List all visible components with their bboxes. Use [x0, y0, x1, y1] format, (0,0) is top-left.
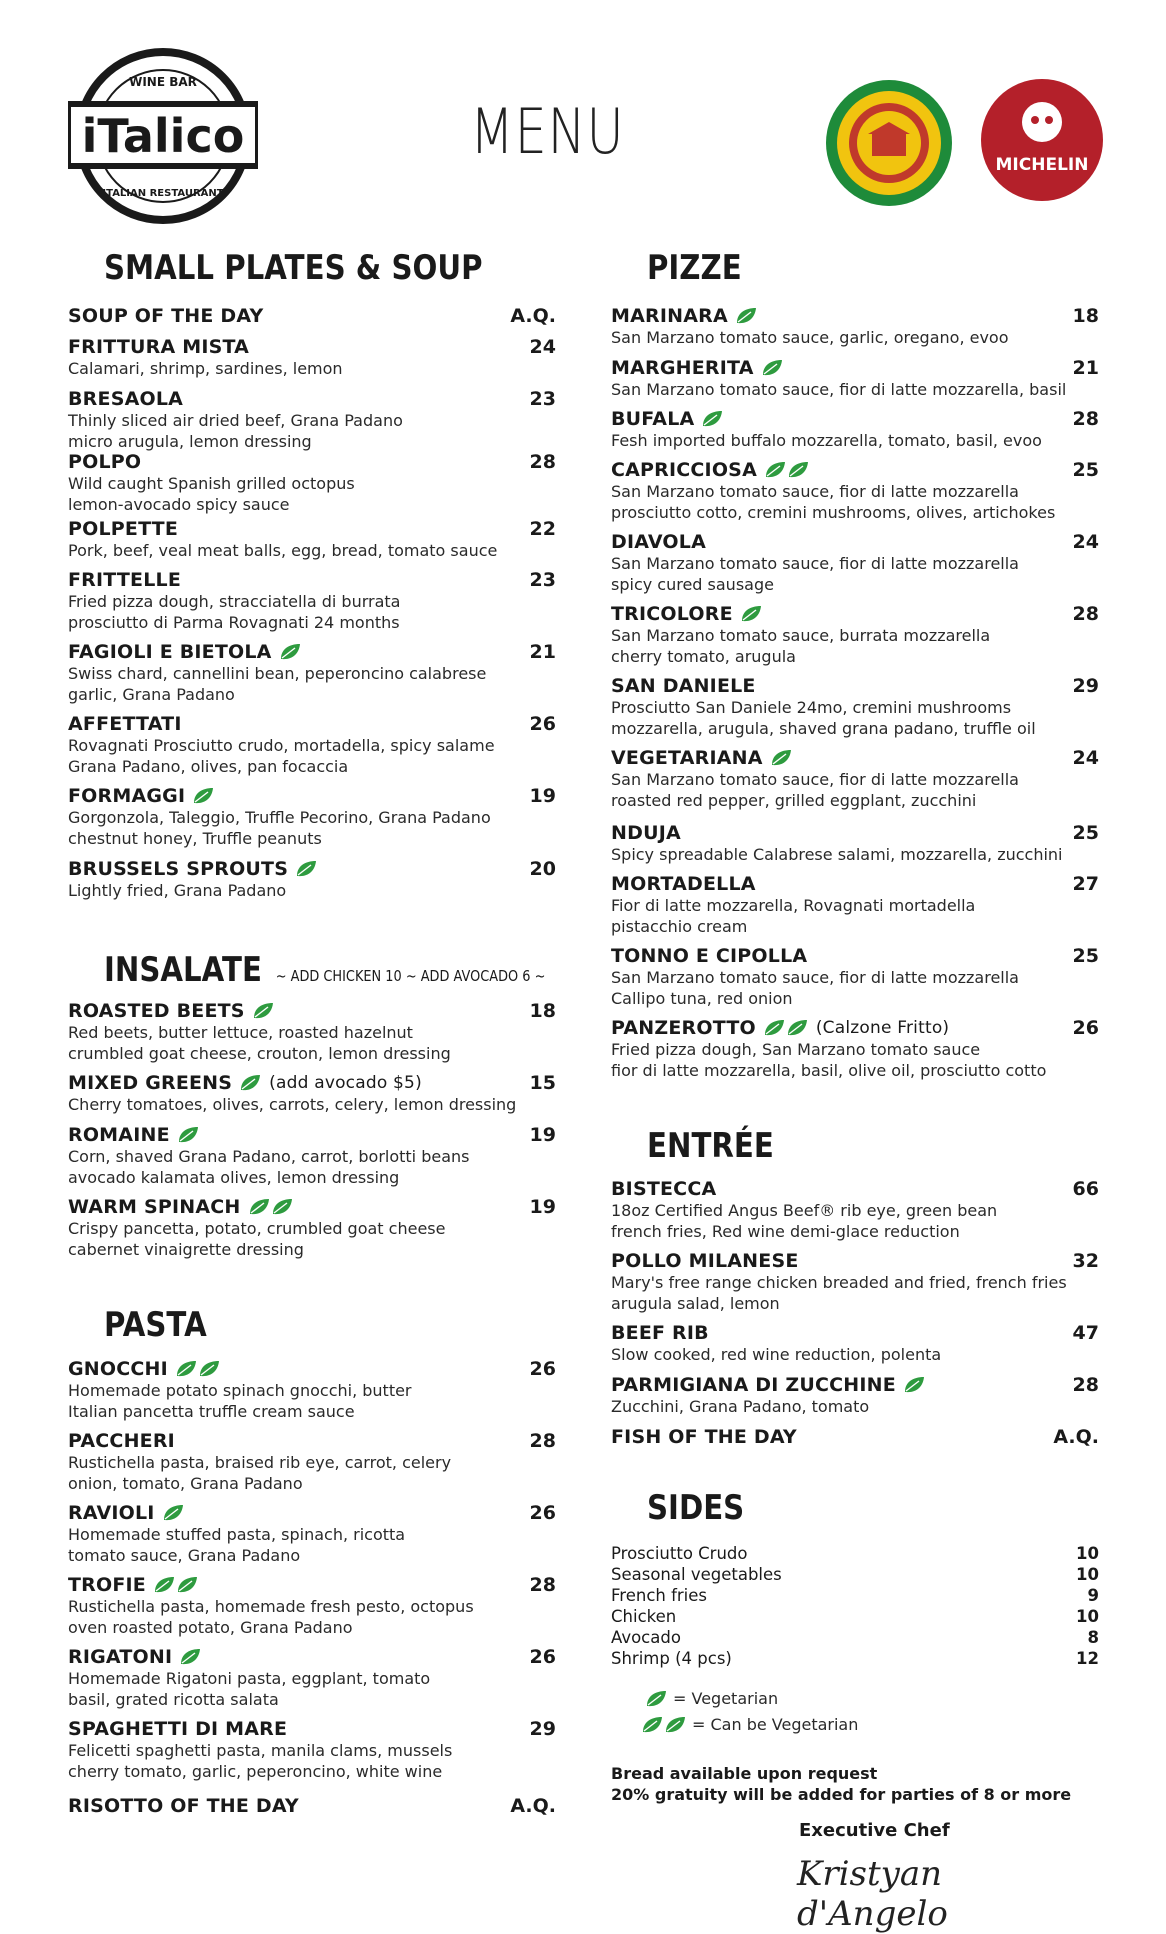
menu-item [68, 1072, 556, 1115]
vegetarian-leaf-icon [740, 605, 762, 623]
menu-item-price: 28 [529, 451, 556, 473]
menu-item-name: MARINARA [611, 305, 757, 327]
menu-item [68, 1718, 556, 1782]
vegetarian-leaf-icon [239, 1074, 261, 1092]
menu-item-price: 28 [529, 1574, 556, 1596]
vegetarian-leaf-icon [735, 307, 757, 325]
menu-item-price: 26 [529, 1358, 556, 1380]
menu-item-name: ROMAINE [68, 1124, 199, 1146]
side-item-name: Shrimp (4 pcs) [611, 1649, 732, 1668]
vegetarian-leaf-icon [271, 1198, 293, 1216]
menu-item-note: (Calzone Fritto) [815, 1018, 950, 1038]
gratuity-note: 20% gratuity will be added for parties of 8 or more [611, 1785, 1072, 1804]
italico-logo [68, 48, 258, 224]
menu-item-name: SPAGHETTI DI MARE [68, 1718, 288, 1740]
menu-item-description: Homemade Rigatoni pasta, eggplant, tomato [68, 1669, 431, 1688]
menu-item [68, 1574, 556, 1638]
menu-item-description: Rustichella pasta, braised rib eye, carrot, celery [68, 1453, 452, 1472]
menu-item [611, 357, 1099, 400]
menu-item [68, 1502, 556, 1566]
menu-item-note: (add avocado $5) [269, 1073, 422, 1093]
menu-item-name: VEGETARIANA [611, 747, 792, 769]
vegetarian-leaf-icon [162, 1504, 184, 1522]
menu-item-price: 23 [529, 569, 556, 591]
menu-item-name: GNOCCHI [68, 1358, 220, 1380]
menu-item-description: chestnut honey, Truffle peanuts [68, 829, 322, 848]
vegetarian-leaf-icon [153, 1576, 175, 1594]
menu-item-description: Fried pizza dough, stracciatella di burrata [68, 592, 401, 611]
vegetarian-leaf-icon [903, 1376, 925, 1394]
menu-item-description: prosciutto cotto, cremini mushrooms, olives, artichokes [611, 503, 1056, 522]
menu-item-price: A.Q. [1053, 1426, 1099, 1448]
menu-item-description: arugula salad, lemon [611, 1294, 780, 1313]
menu-item [611, 1017, 1099, 1081]
menu-item-description: Lightly fried, Grana Padano [68, 881, 287, 900]
accademia-badge [824, 78, 954, 208]
menu-item-name: MIXED GREENS (add avocado $5) [68, 1072, 422, 1094]
menu-item [68, 785, 556, 849]
vegetarian-leaf-icon [295, 860, 317, 878]
menu-item-name: DIAVOLA [611, 531, 706, 553]
menu-item-description: Cherry tomatoes, olives, carrots, celery, lemon dressing [68, 1095, 517, 1114]
menu-item-description: San Marzano tomato sauce, fior di latte mozzarella [611, 482, 1019, 501]
menu-item [68, 305, 556, 327]
menu-item-description: San Marzano tomato sauce, fior di latte mozzarella, basil [611, 380, 1067, 399]
side-item [611, 1585, 1099, 1606]
svg-text:iTalico: iTalico [81, 109, 245, 163]
menu-item-price: A.Q. [510, 1795, 556, 1817]
menu-item-description: Mary's free range chicken breaded and fried, french fries [611, 1273, 1067, 1292]
menu-item-description: Grana Padano, olives, pan focaccia [68, 757, 349, 776]
side-item-price: 8 [1087, 1628, 1099, 1647]
menu-item-description: Rustichella pasta, homemade fresh pesto, octopus [68, 1597, 474, 1616]
menu-item-description: Corn, shaved Grana Padano, carrot, borlotti beans [68, 1147, 470, 1166]
menu-item-name: TROFIE [68, 1574, 198, 1596]
menu-item-description: Homemade stuffed pasta, spinach, ricotta [68, 1525, 406, 1544]
menu-item-description: Homemade potato spinach gnocchi, butter [68, 1381, 412, 1400]
menu-item-description: roasted red pepper, grilled eggplant, zucchini [611, 791, 977, 810]
side-item-name: Avocado [611, 1628, 681, 1647]
vegetarian-leaf-icon [786, 1019, 808, 1037]
side-item [611, 1627, 1099, 1648]
side-item-price: 12 [1076, 1649, 1099, 1668]
menu-item-price: 19 [529, 1196, 556, 1218]
menu-item-description: Callipo tuna, red onion [611, 989, 793, 1008]
menu-item-description: 18oz Certified Angus Beef® rib eye, green bean [611, 1201, 998, 1220]
menu-item-price: 26 [529, 1502, 556, 1524]
menu-item [611, 459, 1099, 523]
bread-note: Bread available upon request [611, 1764, 878, 1783]
menu-item [68, 518, 556, 561]
menu-item-description: micro arugula, lemon dressing [68, 432, 312, 451]
menu-item-description: Slow cooked, red wine reduction, polenta [611, 1345, 942, 1364]
menu-item-description: oven roasted potato, Grana Padano [68, 1618, 353, 1637]
side-item [611, 1606, 1099, 1627]
menu-item-name: FRITTELLE [68, 569, 182, 591]
menu-item [611, 822, 1099, 865]
menu-item [611, 873, 1099, 937]
menu-item-name: FAGIOLI E BIETOLA [68, 641, 301, 663]
menu-item-name: RIGATONI [68, 1646, 201, 1668]
menu-item-description: Wild caught Spanish grilled octopus [68, 474, 355, 493]
side-item-name: Seasonal vegetables [611, 1565, 782, 1584]
side-item-name: Chicken [611, 1607, 677, 1626]
menu-item-name: FORMAGGI [68, 785, 214, 807]
sides-heading: SIDES [647, 1488, 745, 1528]
menu-item-name: BUFALA [611, 408, 723, 430]
menu-item-description: Fried pizza dough, San Marzano tomato sauce [611, 1040, 981, 1059]
side-item-price: 9 [1087, 1586, 1099, 1605]
side-item-name: French fries [611, 1586, 708, 1605]
svg-text:MICHELIN: MICHELIN [995, 155, 1089, 175]
menu-item-description: french fries, Red wine demi-glace reduction [611, 1222, 960, 1241]
menu-item [68, 641, 556, 705]
menu-item [68, 569, 556, 633]
menu-item-name: BEEF RIB [611, 1322, 709, 1344]
menu-item-description: garlic, Grana Padano [68, 685, 235, 704]
menu-item-name: CAPRICCIOSA [611, 459, 809, 481]
menu-item [68, 336, 556, 379]
insalate-addons: ~ ADD CHICKEN 10 ~ ADD AVOCADO 6 ~ [275, 967, 546, 985]
menu-item-price: 21 [529, 641, 556, 663]
menu-item [611, 531, 1099, 595]
michelin-badge [980, 78, 1104, 202]
menu-item-name: BRESAOLA [68, 388, 184, 410]
vegetarian-leaf-icon [664, 1716, 686, 1734]
menu-item-description: cherry tomato, arugula [611, 647, 796, 666]
sides-list [611, 1543, 1099, 1669]
menu-item-description: Thinly sliced air dried beef, Grana Padano [68, 411, 403, 430]
menu-item-description: San Marzano tomato sauce, burrata mozzarella [611, 626, 991, 645]
pasta-heading: PASTA [104, 1305, 207, 1345]
menu-item-price: 20 [529, 858, 556, 880]
side-item-price: 10 [1076, 1565, 1099, 1584]
side-item [611, 1564, 1099, 1585]
menu-item [611, 1322, 1099, 1365]
menu-item-price: 29 [529, 1718, 556, 1740]
menu-item-name: POLLO MILANESE [611, 1250, 799, 1272]
menu-item-description: fior di latte mozzarella, basil, olive oil, prosciutto cotto [611, 1061, 1047, 1080]
vegetarian-leaf-icon [761, 359, 783, 377]
menu-item [68, 1000, 556, 1064]
menu-item-description: Calamari, shrimp, sardines, lemon [68, 359, 343, 378]
menu-item-price: 24 [529, 336, 556, 358]
menu-item-price: 47 [1072, 1322, 1099, 1344]
menu-item-name: FISH OF THE DAY [611, 1426, 797, 1448]
menu-item-description: Fesh imported buffalo mozzarella, tomato, basil, evoo [611, 431, 1042, 450]
menu-item [68, 1196, 556, 1260]
menu-item [68, 713, 556, 777]
menu-item-description: Fior di latte mozzarella, Rovagnati mortadella [611, 896, 976, 915]
menu-item-name: AFFETTATI [68, 713, 182, 735]
menu-item-price: 29 [1072, 675, 1099, 697]
svg-text:ITALIAN RESTAURANT: ITALIAN RESTAURANT [102, 188, 224, 199]
menu-item-description: pistacchio cream [611, 917, 748, 936]
menu-item-name: PACCHERI [68, 1430, 175, 1452]
menu-item [68, 1358, 556, 1422]
vegetarian-leaf-icon [770, 749, 792, 767]
side-item-name: Prosciutto Crudo [611, 1544, 748, 1563]
side-item-price: 10 [1076, 1607, 1099, 1626]
menu-item-description: San Marzano tomato sauce, garlic, oregano, evoo [611, 328, 1009, 347]
menu-item-price: 25 [1072, 822, 1099, 844]
menu-item [611, 945, 1099, 1009]
menu-item [611, 747, 1099, 811]
menu-item [611, 1178, 1099, 1242]
menu-item-description: mozzarella, arugula, shaved grana padano, truffle oil [611, 719, 1036, 738]
menu-item-description: Zucchini, Grana Padano, tomato [611, 1397, 870, 1416]
menu-item-name: TRICOLORE [611, 603, 762, 625]
menu-item-name: BISTECCA [611, 1178, 717, 1200]
menu-item-description: Rovagnati Prosciutto crudo, mortadella, spicy salame [68, 736, 495, 755]
vegetarian-leaf-icon [177, 1126, 199, 1144]
vegetarian-leaf-icon [192, 787, 214, 805]
menu-item-description: Italian pancetta truffle cream sauce [68, 1402, 355, 1421]
menu-item [68, 388, 556, 452]
vegetarian-leaf-icon [764, 461, 786, 479]
vegetarian-leaf-icon [787, 461, 809, 479]
menu-item-name: FRITTURA MISTA [68, 336, 250, 358]
menu-item-price: 19 [529, 1124, 556, 1146]
menu-item-price: 28 [1072, 408, 1099, 430]
menu-item [611, 1250, 1099, 1314]
menu-item-description: prosciutto di Parma Rovagnati 24 months [68, 613, 400, 632]
menu-item-name: POLPO [68, 451, 142, 473]
small-plates-heading: SMALL PLATES & SOUP [104, 248, 483, 288]
menu-item [611, 408, 1099, 451]
menu-item [68, 1795, 556, 1817]
menu-item-description: Gorgonzola, Taleggio, Truffle Pecorino, Grana Padano [68, 808, 491, 827]
menu-item-description: Felicetti spaghetti pasta, manila clams, mussels [68, 1741, 453, 1760]
entree-heading: ENTRÉE [647, 1126, 774, 1166]
pizze-heading: PIZZE [647, 248, 742, 288]
menu-item-description: cabernet vinaigrette dressing [68, 1240, 304, 1259]
menu-item-price: 26 [529, 1646, 556, 1668]
menu-item-name: SAN DANIELE [611, 675, 756, 697]
menu-item-price: 19 [529, 785, 556, 807]
vegetarian-leaf-icon [198, 1360, 220, 1378]
vegetarian-leaf-icon [248, 1198, 270, 1216]
menu-item-price: 25 [1072, 459, 1099, 481]
menu-item [611, 603, 1099, 667]
chef-title: Executive Chef [799, 1820, 950, 1841]
svg-text:WINE BAR: WINE BAR [129, 75, 197, 89]
vegetarian-leaf-icon [645, 1690, 667, 1708]
menu-item [611, 1426, 1099, 1448]
menu-item-price: 25 [1072, 945, 1099, 967]
menu-item-name: ROASTED BEETS [68, 1000, 274, 1022]
legend-can-be-vegetarian: = Can be Vegetarian [641, 1715, 858, 1734]
menu-item-description: Prosciutto San Daniele 24mo, cremini mushrooms [611, 698, 1012, 717]
menu-item-description: Red beets, butter lettuce, roasted hazelnut [68, 1023, 413, 1042]
menu-title: MENU [470, 95, 625, 168]
menu-item-description: San Marzano tomato sauce, fior di latte mozzarella [611, 770, 1019, 789]
vegetarian-leaf-icon [701, 410, 723, 428]
menu-item-price: 28 [529, 1430, 556, 1452]
vegetarian-leaf-icon [175, 1360, 197, 1378]
menu-item [68, 1430, 556, 1494]
menu-item-price: 26 [529, 713, 556, 735]
menu-item-name: RISOTTO OF THE DAY [68, 1795, 299, 1817]
vegetarian-leaf-icon [641, 1716, 663, 1734]
menu-item-price: 28 [1072, 1374, 1099, 1396]
menu-item-price: 23 [529, 388, 556, 410]
menu-item [611, 305, 1099, 348]
menu-item-description: San Marzano tomato sauce, fior di latte mozzarella [611, 968, 1019, 987]
menu-item-name: BRUSSELS SPROUTS [68, 858, 317, 880]
menu-item-price: 26 [1072, 1017, 1099, 1039]
menu-item-price: 32 [1072, 1250, 1099, 1272]
menu-item-name: PANZEROTTO (Calzone Fritto) [611, 1017, 950, 1039]
menu-item-description: lemon-avocado spicy sauce [68, 495, 290, 514]
menu-item-name: RAVIOLI [68, 1502, 184, 1524]
menu-item [68, 1124, 556, 1188]
menu-item-description: Spicy spreadable Calabrese salami, mozzarella, zucchini [611, 845, 1063, 864]
insalate-heading: INSALATE ~ ADD CHICKEN 10 ~ ADD AVOCADO 6 ~ [104, 950, 546, 990]
menu-item-description: spicy cured sausage [611, 575, 774, 594]
menu-item-price: 66 [1072, 1178, 1099, 1200]
menu-item-price: 18 [1072, 305, 1099, 327]
vegetarian-leaf-icon [179, 1648, 201, 1666]
menu-item-name: MARGHERITA [611, 357, 783, 379]
menu-item [611, 1374, 1099, 1417]
menu-item-description: tomato sauce, Grana Padano [68, 1546, 301, 1565]
menu-item-name: NDUJA [611, 822, 681, 844]
menu-item-description: basil, grated ricotta salata [68, 1690, 279, 1709]
menu-item-description: avocado kalamata olives, lemon dressing [68, 1168, 400, 1187]
menu-item-price: 24 [1072, 747, 1099, 769]
menu-item-price: 24 [1072, 531, 1099, 553]
side-item [611, 1543, 1099, 1564]
vegetarian-leaf-icon [763, 1019, 785, 1037]
menu-item-price: 27 [1072, 873, 1099, 895]
menu-item-price: 28 [1072, 603, 1099, 625]
vegetarian-leaf-icon [176, 1576, 198, 1594]
menu-item-description: onion, tomato, Grana Padano [68, 1474, 303, 1493]
menu-item-price: 21 [1072, 357, 1099, 379]
vegetarian-leaf-icon [279, 643, 301, 661]
menu-item-price: A.Q. [510, 305, 556, 327]
menu-item-name: TONNO E CIPOLLA [611, 945, 808, 967]
chef-signature: Kristyan d'Angelo [797, 1854, 948, 1934]
menu-item [68, 451, 556, 515]
menu-item-name: PARMIGIANA DI ZUCCHINE [611, 1374, 925, 1396]
menu-item-name: SOUP OF THE DAY [68, 305, 264, 327]
menu-item-name: WARM SPINACH [68, 1196, 293, 1218]
menu-item-name: POLPETTE [68, 518, 179, 540]
menu-item-description: San Marzano tomato sauce, fior di latte mozzarella [611, 554, 1019, 573]
menu-item-description: Swiss chard, cannellini bean, peperoncino calabrese [68, 664, 487, 683]
menu-item [611, 675, 1099, 739]
legend-vegetarian: = Vegetarian [645, 1689, 778, 1708]
menu-item [68, 1646, 556, 1710]
menu-item [68, 858, 556, 901]
menu-item-description: crumbled goat cheese, crouton, lemon dressing [68, 1044, 451, 1063]
side-item [611, 1648, 1099, 1669]
menu-item-description: Crispy pancetta, potato, crumbled goat cheese [68, 1219, 446, 1238]
menu-item-description: cherry tomato, garlic, peperoncino, white wine [68, 1762, 443, 1781]
menu-item-price: 15 [529, 1072, 556, 1094]
menu-item-description: Pork, beef, veal meat balls, egg, bread, tomato sauce [68, 541, 498, 560]
menu-item-name: MORTADELLA [611, 873, 756, 895]
menu-item-price: 18 [529, 1000, 556, 1022]
menu-item-price: 22 [529, 518, 556, 540]
vegetarian-leaf-icon [252, 1002, 274, 1020]
side-item-price: 10 [1076, 1544, 1099, 1563]
